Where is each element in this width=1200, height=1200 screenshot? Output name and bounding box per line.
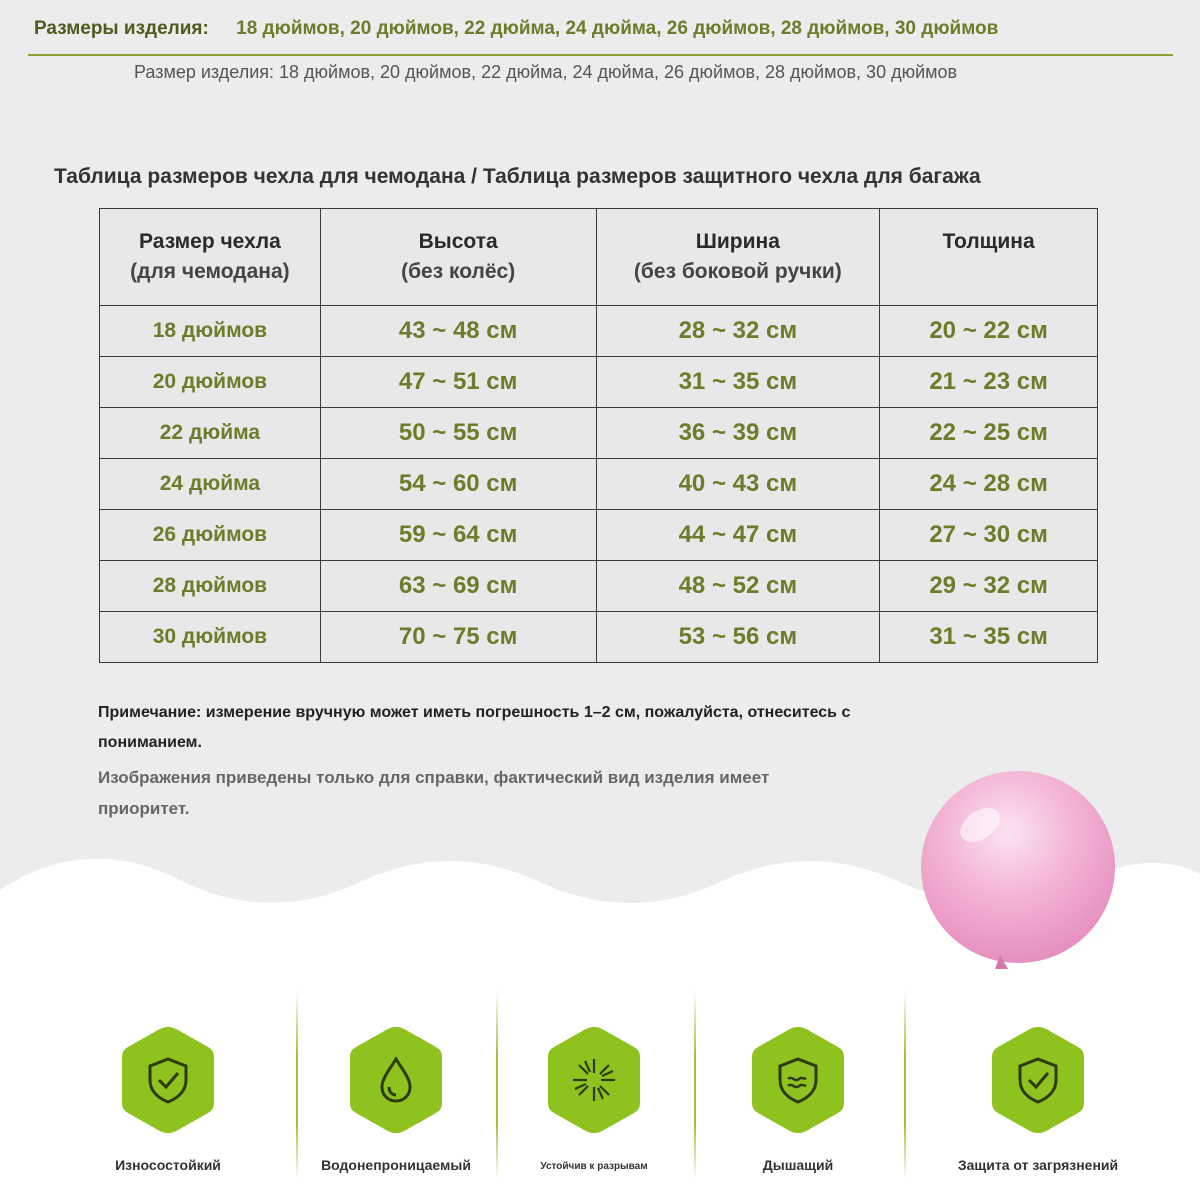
measurement-note: Примечание: измерение вручную может иметь погрешность 1–2 см, пожалуйста, отнеситесь с пониманием.: [98, 704, 851, 751]
cell-thickness: 31 ~ 35 см: [880, 612, 1098, 663]
shield-check-icon: [1013, 1055, 1063, 1105]
table-row: [100, 306, 1098, 357]
cell-thickness: 22 ~ 25 см: [880, 408, 1098, 459]
cell-size: 18 дюймов: [100, 306, 321, 357]
cell-thickness: 29 ~ 32 см: [880, 561, 1098, 612]
table-row: [100, 459, 1098, 510]
header-width-main: Ширина: [695, 230, 780, 253]
feature-stain-protection: [938, 1025, 1138, 1173]
sizes-plain: Размер изделия: 18 дюймов, 20 дюймов, 22 дюйма, 24 дюйма, 26 дюймов, 28 дюймов, 30 дюймов: [134, 62, 958, 82]
feature-divider: [904, 990, 906, 1180]
cell-height: 59 ~ 64 см: [320, 510, 596, 561]
feature-label: Защита от загрязнений: [957, 1157, 1119, 1173]
hexagon-badge: [990, 1025, 1086, 1135]
shield-check-icon: [143, 1055, 193, 1105]
header-height-main: Высота: [418, 230, 498, 253]
cell-size: 28 дюймов: [100, 561, 321, 612]
cell-size: 20 дюймов: [100, 357, 321, 408]
cell-width: 28 ~ 32 см: [596, 306, 880, 357]
cell-size: 22 дюйма: [100, 408, 321, 459]
cell-height: 47 ~ 51 см: [320, 357, 596, 408]
feature-label: Износостойкий: [115, 1157, 221, 1173]
table-row: [100, 510, 1098, 561]
cell-size: 26 дюймов: [100, 510, 321, 561]
feature-label: Водонепроницаемый: [321, 1157, 471, 1173]
cell-width: 40 ~ 43 см: [596, 459, 880, 510]
hexagon-badge: [120, 1025, 216, 1135]
cell-width: 44 ~ 47 см: [596, 510, 880, 561]
table-row: [100, 357, 1098, 408]
cell-size: 24 дюйма: [100, 459, 321, 510]
header-height-sub: (без колёс): [401, 260, 516, 283]
cell-width: 53 ~ 56 см: [596, 612, 880, 663]
header-size-sub: (для чемодана): [130, 260, 290, 283]
feature-tear-resistant: [494, 1025, 694, 1172]
header-width-sub: (без боковой ручки): [633, 260, 842, 283]
header-size: [100, 209, 321, 306]
header-size-main: Размер чехла: [139, 230, 281, 253]
sizes-value: 18 дюймов, 20 дюймов, 22 дюйма, 24 дюйма, 26 дюймов, 28 дюймов, 30 дюймов: [236, 18, 999, 39]
cell-height: 50 ~ 55 см: [320, 408, 596, 459]
hexagon-badge: [750, 1025, 846, 1135]
feature-label: Дышащий: [762, 1157, 834, 1173]
header-thickness-main: Толщина: [942, 230, 1035, 253]
cell-height: 63 ~ 69 см: [320, 561, 596, 612]
feature-wear-resistant: [68, 1025, 268, 1173]
cell-thickness: 21 ~ 23 см: [880, 357, 1098, 408]
cell-thickness: 24 ~ 28 см: [880, 459, 1098, 510]
feature-waterproof: [296, 1025, 496, 1173]
hexagon-badge: [348, 1025, 444, 1135]
cell-width: 48 ~ 52 см: [596, 561, 880, 612]
feature-divider: [694, 990, 696, 1180]
header-divider: [28, 54, 1173, 56]
table-header-row: [100, 209, 1098, 306]
balloon-image: [910, 755, 1125, 985]
cell-width: 36 ~ 39 см: [596, 408, 880, 459]
image-disclaimer: Изображения приведены только для справки, фактический вид изделия имеет приоритет.: [98, 768, 770, 818]
table-title: Таблица размеров чехла для чемодана / Таблица размеров защитного чехла для багажа: [54, 165, 981, 188]
sizes-row: [34, 18, 998, 40]
feature-label: Устойчив к разрывам: [540, 1161, 648, 1172]
cell-thickness: 20 ~ 22 см: [880, 306, 1098, 357]
table-row: [100, 612, 1098, 663]
cell-height: 70 ~ 75 см: [320, 612, 596, 663]
header-thickness: [880, 209, 1098, 306]
feature-breathable: [698, 1025, 898, 1173]
hexagon-badge: [546, 1025, 642, 1135]
cell-thickness: 27 ~ 30 см: [880, 510, 1098, 561]
table-row: [100, 408, 1098, 459]
header-width: [596, 209, 880, 306]
cell-width: 31 ~ 35 см: [596, 357, 880, 408]
burst-icon: [569, 1055, 619, 1105]
shield-breathable-icon: [773, 1055, 823, 1105]
cell-size: 30 дюймов: [100, 612, 321, 663]
water-drop-icon: [371, 1055, 421, 1105]
size-table: [99, 208, 1098, 663]
header-height: [320, 209, 596, 306]
sizes-label: Размеры изделия:: [34, 18, 209, 39]
cell-height: 54 ~ 60 см: [320, 459, 596, 510]
cell-height: 43 ~ 48 см: [320, 306, 596, 357]
table-row: [100, 561, 1098, 612]
